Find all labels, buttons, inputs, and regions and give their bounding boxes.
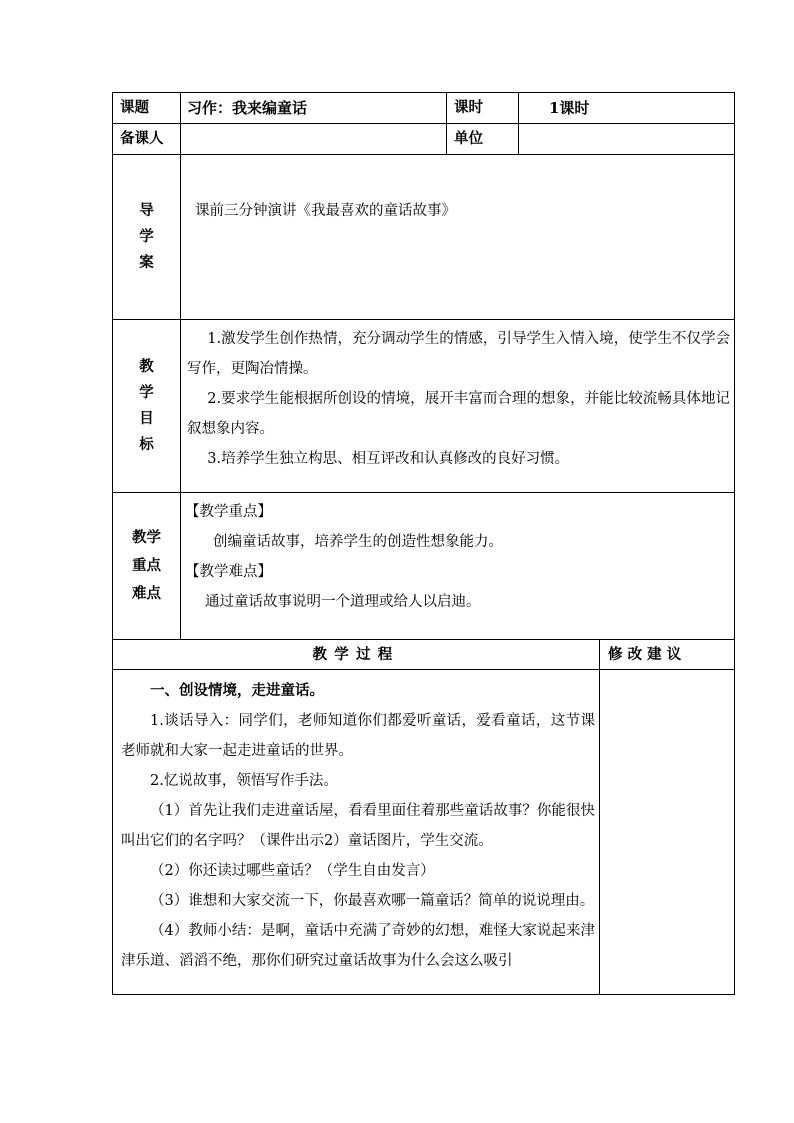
process-body [113,670,600,995]
guide-label-char: 导 [139,202,154,219]
focus-title: 【教学重点】 [185,504,272,520]
process-header: 教学过程 [113,640,600,670]
process-paragraph: （4）教师小结：是啊，童话中充满了奇妙的幻想，难怪大家说起来津津乐道、滔滔不绝，那你们研究过童话故事为什么会这么吸引 [121,923,595,969]
guide-content: 课前三分钟演讲《我最喜欢的童话故事》 [181,155,735,320]
suggestion-header: 修改建议 [600,640,735,670]
difficulty-title: 【教学难点】 [185,564,272,580]
unit-value [519,124,735,155]
preparer-row [113,124,735,155]
process-header-row [113,640,735,670]
guide-label [113,155,181,320]
process-text [113,670,599,976]
process-paragraph: （2）你还读过哪些童话？（学生自由发言） [150,863,435,879]
objectives-label-char: 学 [139,384,154,401]
objective-item: 3.培养学生独立构思、相互评改和认真修改的良好习惯。 [207,451,570,467]
process-paragraph: （1）首先让我们走进童话屋，看看里面住着那些童话故事？你能很快叫出它们的名字吗？（课件出示2）童话图片，学生交流。 [121,803,595,849]
keypoints-label-line: 难点 [132,585,161,602]
preparer-value [181,124,447,155]
unit-label: 单位 [447,124,519,155]
keypoints-content [181,493,735,640]
objectives-label [113,320,181,493]
hours-label: 课时 [447,93,519,124]
objective-item: 2.要求学生能根据所创设的情境，展开丰富而合理的想象，并能比较流畅具体地记叙想象内容。 [187,391,730,437]
guide-label-char: 学 [139,228,154,245]
objective-item: 1.激发学生创作热情，充分调动学生的情感，引导学生入情入境，使学生不仅学会写作，更陶冶情操。 [187,331,730,377]
process-paragraph: 2.忆说故事，领悟写作手法。 [150,773,338,789]
topic-row [113,93,735,124]
objectives-label-char: 目 [139,410,154,427]
objectives-row [113,320,735,493]
difficulty-text: 通过童话故事说明一个道理或给人以启迪。 [205,594,481,610]
keypoints-label-line: 重点 [132,557,161,574]
preparer-label: 备课人 [113,124,181,155]
focus-text: 创编童话故事，培养学生的创造性想象能力。 [213,534,503,550]
process-body-row [113,670,735,995]
keypoints-label [113,493,181,640]
objectives-label-char: 教 [139,358,154,375]
lesson-plan-table [112,92,735,995]
objectives-content [181,320,735,493]
hours-value: 1课时 [519,93,735,124]
section-title: 一、创设情境，走进童话。 [150,682,324,699]
objectives-label-char: 标 [139,436,154,453]
process-paragraph: （3）谁想和大家交流一下，你最喜欢哪一篇童话？简单的说说理由。 [150,893,595,909]
topic-value: 习作：我来编童话 [181,93,447,124]
process-paragraph: 1.谈话导入：同学们，老师知道你们都爱听童话，爱看童话，这节课老师就和大家一起走进童话的世界。 [121,713,595,759]
guide-row [113,155,735,320]
guide-label-char: 案 [139,254,154,271]
keypoints-label-line: 教学 [132,529,161,546]
topic-label: 课题 [113,93,181,124]
suggestion-cell [600,670,735,995]
keypoints-row [113,493,735,640]
